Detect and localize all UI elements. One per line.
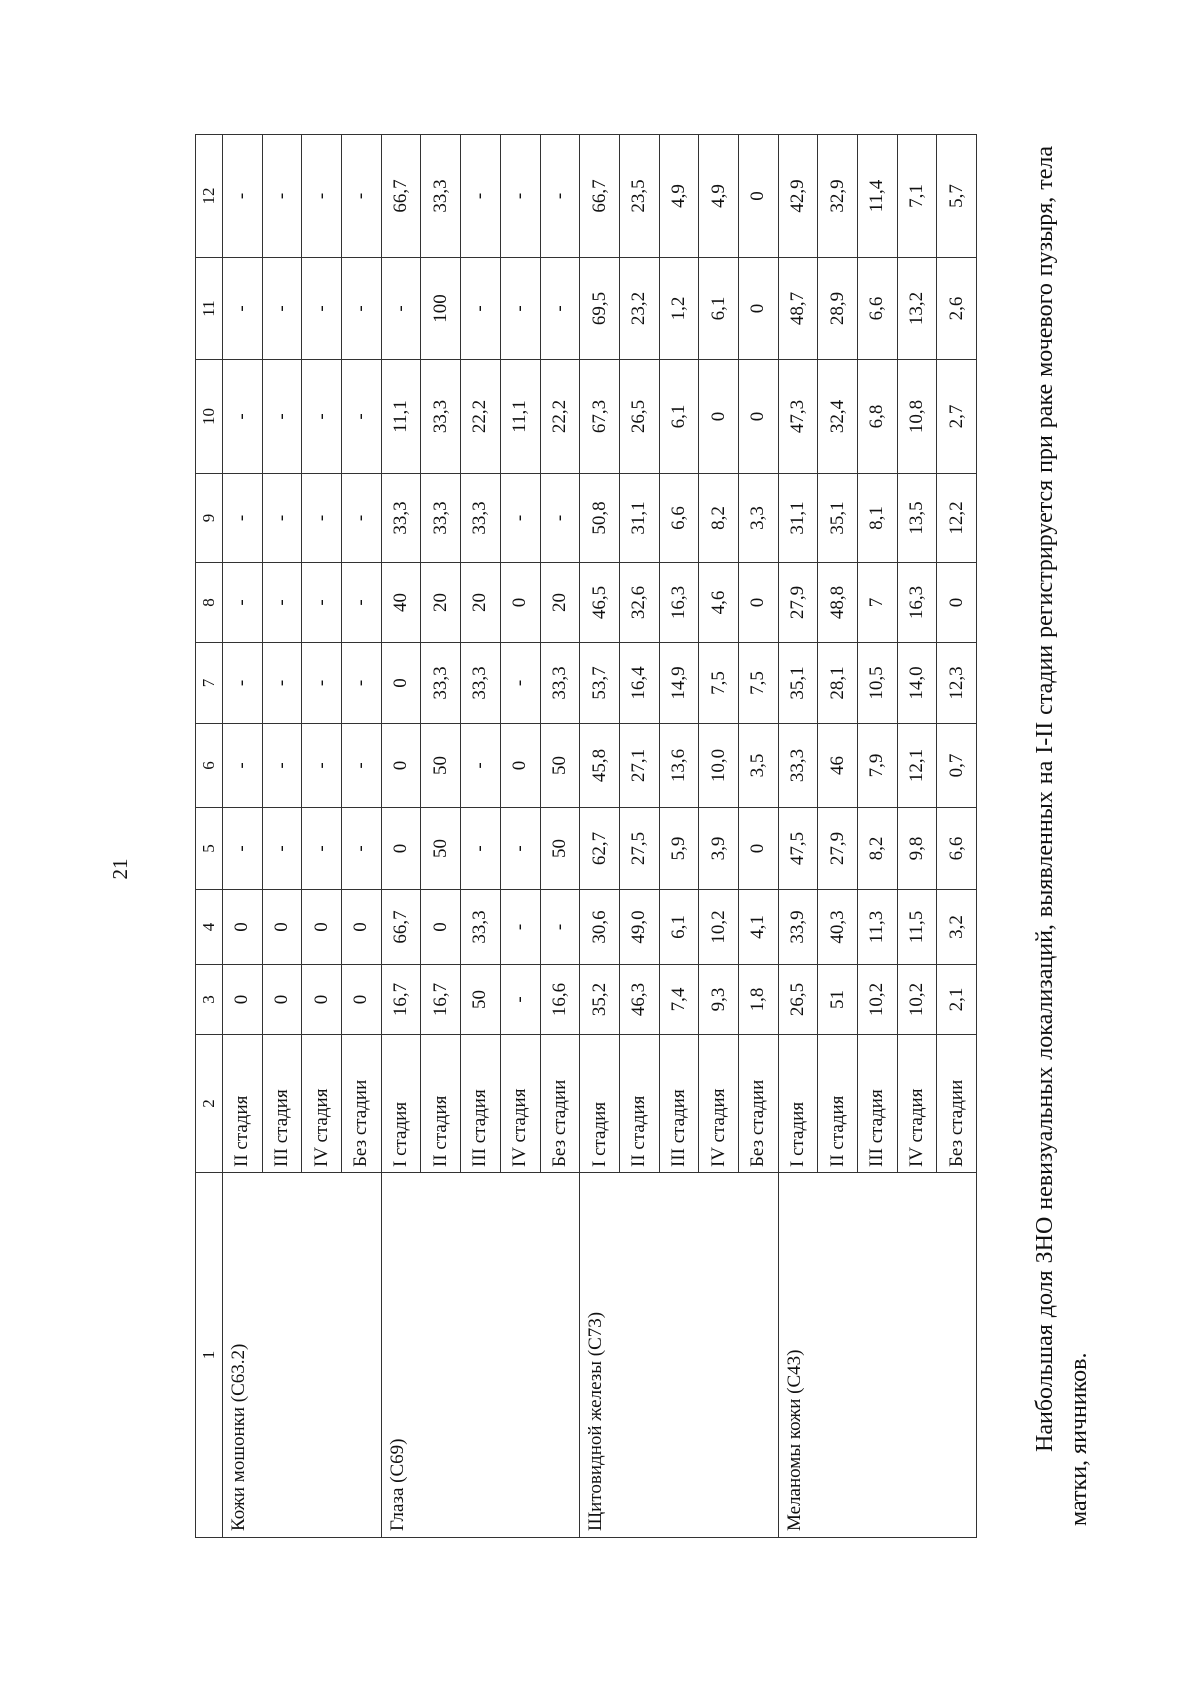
column-number-cell: 4 bbox=[196, 890, 223, 965]
value-cell: 8,2 bbox=[858, 808, 898, 890]
value-cell: 0 bbox=[381, 808, 421, 890]
value-cell: 6,1 bbox=[659, 360, 699, 474]
stage-cell: Без стадии bbox=[738, 1035, 778, 1173]
page-number: 21 bbox=[108, 858, 132, 880]
value-cell: 0 bbox=[223, 965, 263, 1035]
value-cell: 0 bbox=[699, 360, 739, 474]
value-cell: - bbox=[223, 135, 263, 258]
value-cell: 0 bbox=[302, 890, 342, 965]
stage-cell: II стадия bbox=[421, 1035, 461, 1173]
value-cell: - bbox=[342, 135, 382, 258]
column-number-cell: 11 bbox=[196, 258, 223, 360]
stage-cell: Без стадии bbox=[540, 1035, 580, 1173]
stage-cell: IV стадия bbox=[500, 1035, 540, 1173]
stage-cell: Без стадии bbox=[342, 1035, 382, 1173]
value-cell: 0 bbox=[381, 643, 421, 724]
value-cell: 16,7 bbox=[421, 965, 461, 1035]
column-number-cell: 10 bbox=[196, 360, 223, 474]
value-cell: 27,1 bbox=[619, 724, 659, 808]
value-cell: 13,5 bbox=[897, 474, 937, 563]
value-cell: 28,9 bbox=[818, 258, 858, 360]
value-cell: 46,3 bbox=[619, 965, 659, 1035]
value-cell: 14,9 bbox=[659, 643, 699, 724]
value-cell: - bbox=[262, 474, 302, 563]
value-cell: 67,3 bbox=[580, 360, 620, 474]
value-cell: - bbox=[461, 258, 501, 360]
value-cell: 22,2 bbox=[461, 360, 501, 474]
value-cell: 10,8 bbox=[897, 360, 937, 474]
value-cell: - bbox=[500, 258, 540, 360]
value-cell: 0 bbox=[738, 135, 778, 258]
value-cell: 0 bbox=[381, 724, 421, 808]
value-cell: - bbox=[223, 360, 263, 474]
value-cell: 28,1 bbox=[818, 643, 858, 724]
stage-cell: IV стадия bbox=[897, 1035, 937, 1173]
value-cell: 20 bbox=[461, 563, 501, 643]
value-cell: 35,1 bbox=[778, 643, 818, 724]
value-cell: 11,1 bbox=[381, 360, 421, 474]
region-cell: Кожи мошонки (C63.2) bbox=[223, 1173, 382, 1538]
stage-cell: III стадия bbox=[262, 1035, 302, 1173]
table-row bbox=[223, 135, 263, 1538]
value-cell: 0 bbox=[738, 808, 778, 890]
column-number-cell: 1 bbox=[196, 1173, 223, 1538]
value-cell: 10,5 bbox=[858, 643, 898, 724]
value-cell: - bbox=[262, 724, 302, 808]
value-cell: - bbox=[500, 135, 540, 258]
value-cell: 26,5 bbox=[619, 360, 659, 474]
value-cell: 10,2 bbox=[699, 890, 739, 965]
value-cell: 33,9 bbox=[778, 890, 818, 965]
value-cell: - bbox=[223, 258, 263, 360]
stage-cell: III стадия bbox=[659, 1035, 699, 1173]
value-cell: 14,0 bbox=[897, 643, 937, 724]
value-cell: 4,9 bbox=[659, 135, 699, 258]
column-number-row bbox=[196, 135, 223, 1538]
value-cell: 12,1 bbox=[897, 724, 937, 808]
value-cell: 35,1 bbox=[818, 474, 858, 563]
value-cell: 46 bbox=[818, 724, 858, 808]
value-cell: - bbox=[262, 563, 302, 643]
stage-cell: I стадия bbox=[580, 1035, 620, 1173]
value-cell: 2,1 bbox=[937, 965, 977, 1035]
value-cell: 6,1 bbox=[659, 890, 699, 965]
table-row bbox=[580, 135, 620, 1538]
value-cell: 33,3 bbox=[461, 890, 501, 965]
value-cell: 33,3 bbox=[421, 360, 461, 474]
value-cell: - bbox=[500, 890, 540, 965]
value-cell: 0 bbox=[342, 890, 382, 965]
value-cell: 6,6 bbox=[937, 808, 977, 890]
value-cell: 50,8 bbox=[580, 474, 620, 563]
value-cell: 6,8 bbox=[858, 360, 898, 474]
value-cell: 7 bbox=[858, 563, 898, 643]
value-cell: 9,3 bbox=[699, 965, 739, 1035]
value-cell: 1,8 bbox=[738, 965, 778, 1035]
value-cell: 33,3 bbox=[421, 643, 461, 724]
value-cell: 32,4 bbox=[818, 360, 858, 474]
value-cell: - bbox=[500, 965, 540, 1035]
value-cell: 22,2 bbox=[540, 360, 580, 474]
value-cell: 45,8 bbox=[580, 724, 620, 808]
value-cell: 12,3 bbox=[937, 643, 977, 724]
value-cell: 26,5 bbox=[778, 965, 818, 1035]
value-cell: 10,2 bbox=[858, 965, 898, 1035]
table-row bbox=[778, 135, 818, 1538]
value-cell: 3,5 bbox=[738, 724, 778, 808]
value-cell: 48,7 bbox=[778, 258, 818, 360]
value-cell: - bbox=[342, 474, 382, 563]
value-cell: 66,7 bbox=[580, 135, 620, 258]
value-cell: 50 bbox=[421, 808, 461, 890]
value-cell: 62,7 bbox=[580, 808, 620, 890]
value-cell: 53,7 bbox=[580, 643, 620, 724]
value-cell: - bbox=[342, 258, 382, 360]
column-number-cell: 6 bbox=[196, 724, 223, 808]
value-cell: 32,9 bbox=[818, 135, 858, 258]
value-cell: - bbox=[262, 643, 302, 724]
value-cell: 47,5 bbox=[778, 808, 818, 890]
value-cell: 50 bbox=[421, 724, 461, 808]
value-cell: 20 bbox=[421, 563, 461, 643]
value-cell: 40 bbox=[381, 563, 421, 643]
value-cell: - bbox=[500, 808, 540, 890]
value-cell: 0 bbox=[421, 890, 461, 965]
column-number-cell: 7 bbox=[196, 643, 223, 724]
value-cell: - bbox=[302, 563, 342, 643]
value-cell: 33,3 bbox=[461, 474, 501, 563]
value-cell: 32,6 bbox=[619, 563, 659, 643]
value-cell: 5,9 bbox=[659, 808, 699, 890]
value-cell: 2,6 bbox=[937, 258, 977, 360]
table-body bbox=[196, 135, 977, 1538]
value-cell: 27,9 bbox=[778, 563, 818, 643]
value-cell: - bbox=[342, 808, 382, 890]
value-cell: - bbox=[302, 643, 342, 724]
column-number-cell: 9 bbox=[196, 474, 223, 563]
value-cell: - bbox=[302, 724, 342, 808]
value-cell: - bbox=[342, 360, 382, 474]
value-cell: 35,2 bbox=[580, 965, 620, 1035]
value-cell: 10,0 bbox=[699, 724, 739, 808]
value-cell: 0 bbox=[262, 965, 302, 1035]
value-cell: 16,6 bbox=[540, 965, 580, 1035]
value-cell: - bbox=[302, 474, 342, 563]
value-cell: 6,6 bbox=[659, 474, 699, 563]
value-cell: 3,9 bbox=[699, 808, 739, 890]
value-cell: 20 bbox=[540, 563, 580, 643]
value-cell: 33,3 bbox=[421, 135, 461, 258]
value-cell: 7,4 bbox=[659, 965, 699, 1035]
value-cell: 48,8 bbox=[818, 563, 858, 643]
value-cell: - bbox=[302, 135, 342, 258]
value-cell: 3,3 bbox=[738, 474, 778, 563]
value-cell: 0 bbox=[223, 890, 263, 965]
value-cell: 16,7 bbox=[381, 965, 421, 1035]
value-cell: 0 bbox=[937, 563, 977, 643]
value-cell: - bbox=[342, 724, 382, 808]
value-cell: 33,3 bbox=[778, 724, 818, 808]
stage-cell: Без стадии bbox=[937, 1035, 977, 1173]
value-cell: - bbox=[540, 135, 580, 258]
stage-cell: III стадия bbox=[858, 1035, 898, 1173]
value-cell: 1,2 bbox=[659, 258, 699, 360]
value-cell: 5,7 bbox=[937, 135, 977, 258]
value-cell: 47,3 bbox=[778, 360, 818, 474]
value-cell: - bbox=[302, 258, 342, 360]
value-cell: 0 bbox=[262, 890, 302, 965]
stage-cell: IV стадия bbox=[302, 1035, 342, 1173]
stage-cell: II стадия bbox=[619, 1035, 659, 1173]
stage-cell: II стадия bbox=[223, 1035, 263, 1173]
value-cell: 0,7 bbox=[937, 724, 977, 808]
value-cell: 49,0 bbox=[619, 890, 659, 965]
value-cell: 11,3 bbox=[858, 890, 898, 965]
stage-cell: I стадия bbox=[778, 1035, 818, 1173]
value-cell: - bbox=[540, 890, 580, 965]
value-cell: 50 bbox=[540, 724, 580, 808]
value-cell: 6,6 bbox=[858, 258, 898, 360]
value-cell: 46,5 bbox=[580, 563, 620, 643]
caption-text: Наибольшая доля ЗНО невизуальных локализаций, выявленных на I-II стадии регистрируется при раке мочевого пузыря, тела матки, яичников. bbox=[1032, 146, 1092, 1526]
value-cell: - bbox=[342, 563, 382, 643]
value-cell: 30,6 bbox=[580, 890, 620, 965]
column-number-cell: 12 bbox=[196, 135, 223, 258]
value-cell: 11,1 bbox=[500, 360, 540, 474]
value-cell: 0 bbox=[500, 724, 540, 808]
value-cell: 13,2 bbox=[897, 258, 937, 360]
value-cell: 7,5 bbox=[699, 643, 739, 724]
value-cell: - bbox=[223, 474, 263, 563]
value-cell: - bbox=[500, 643, 540, 724]
value-cell: - bbox=[540, 474, 580, 563]
value-cell: 50 bbox=[461, 965, 501, 1035]
value-cell: 33,3 bbox=[461, 643, 501, 724]
value-cell: 42,9 bbox=[778, 135, 818, 258]
value-cell: - bbox=[223, 724, 263, 808]
stage-cell: II стадия bbox=[818, 1035, 858, 1173]
value-cell: 0 bbox=[302, 965, 342, 1035]
value-cell: 23,5 bbox=[619, 135, 659, 258]
value-cell: 33,3 bbox=[540, 643, 580, 724]
value-cell: 16,4 bbox=[619, 643, 659, 724]
value-cell: 0 bbox=[738, 258, 778, 360]
value-cell: - bbox=[342, 643, 382, 724]
value-cell: 23,2 bbox=[619, 258, 659, 360]
value-cell: 33,3 bbox=[421, 474, 461, 563]
value-cell: 27,5 bbox=[619, 808, 659, 890]
value-cell: 3,2 bbox=[937, 890, 977, 965]
value-cell: 0 bbox=[738, 360, 778, 474]
value-cell: - bbox=[381, 258, 421, 360]
value-cell: - bbox=[461, 724, 501, 808]
region-cell: Глаза (С69) bbox=[381, 1173, 579, 1538]
value-cell: 0 bbox=[738, 563, 778, 643]
value-cell: 12,2 bbox=[937, 474, 977, 563]
stage-cell: III стадия bbox=[461, 1035, 501, 1173]
column-number-cell: 3 bbox=[196, 965, 223, 1035]
value-cell: 10,2 bbox=[897, 965, 937, 1035]
value-cell: 100 bbox=[421, 258, 461, 360]
value-cell: 11,5 bbox=[897, 890, 937, 965]
stage-cell: I стадия bbox=[381, 1035, 421, 1173]
value-cell: 31,1 bbox=[619, 474, 659, 563]
table-row bbox=[381, 135, 421, 1538]
value-cell: - bbox=[461, 135, 501, 258]
stage-cell: IV стадия bbox=[699, 1035, 739, 1173]
value-cell: 0 bbox=[500, 563, 540, 643]
column-number-cell: 8 bbox=[196, 563, 223, 643]
region-cell: Меланомы кожи (С43) bbox=[778, 1173, 976, 1538]
value-cell: 8,1 bbox=[858, 474, 898, 563]
value-cell: - bbox=[262, 808, 302, 890]
value-cell: 66,7 bbox=[381, 135, 421, 258]
value-cell: - bbox=[223, 808, 263, 890]
value-cell: - bbox=[223, 643, 263, 724]
value-cell: 7,9 bbox=[858, 724, 898, 808]
value-cell: 4,1 bbox=[738, 890, 778, 965]
value-cell: 6,1 bbox=[699, 258, 739, 360]
column-number-cell: 2 bbox=[196, 1035, 223, 1173]
value-cell: 66,7 bbox=[381, 890, 421, 965]
value-cell: - bbox=[540, 258, 580, 360]
value-cell: - bbox=[500, 474, 540, 563]
value-cell: 2,7 bbox=[937, 360, 977, 474]
value-cell: 33,3 bbox=[381, 474, 421, 563]
value-cell: 7,1 bbox=[897, 135, 937, 258]
value-cell: 16,3 bbox=[659, 563, 699, 643]
value-cell: 50 bbox=[540, 808, 580, 890]
value-cell: 7,5 bbox=[738, 643, 778, 724]
caption-paragraph bbox=[1028, 146, 1096, 1526]
value-cell: 13,6 bbox=[659, 724, 699, 808]
value-cell: 69,5 bbox=[580, 258, 620, 360]
value-cell: - bbox=[223, 563, 263, 643]
value-cell: 11,4 bbox=[858, 135, 898, 258]
value-cell: 31,1 bbox=[778, 474, 818, 563]
value-cell: 51 bbox=[818, 965, 858, 1035]
column-number-cell: 5 bbox=[196, 808, 223, 890]
value-cell: - bbox=[262, 258, 302, 360]
value-cell: 4,6 bbox=[699, 563, 739, 643]
value-cell: - bbox=[262, 360, 302, 474]
value-cell: 40,3 bbox=[818, 890, 858, 965]
region-cell: Щитовидной железы (С73) bbox=[580, 1173, 778, 1538]
value-cell: - bbox=[461, 808, 501, 890]
value-cell: - bbox=[302, 808, 342, 890]
stage-distribution-table bbox=[195, 134, 977, 1538]
value-cell: - bbox=[262, 135, 302, 258]
value-cell: 27,9 bbox=[818, 808, 858, 890]
value-cell: 8,2 bbox=[699, 474, 739, 563]
value-cell: 4,9 bbox=[699, 135, 739, 258]
value-cell: 0 bbox=[342, 965, 382, 1035]
value-cell: - bbox=[302, 360, 342, 474]
value-cell: 9,8 bbox=[897, 808, 937, 890]
value-cell: 16,3 bbox=[897, 563, 937, 643]
